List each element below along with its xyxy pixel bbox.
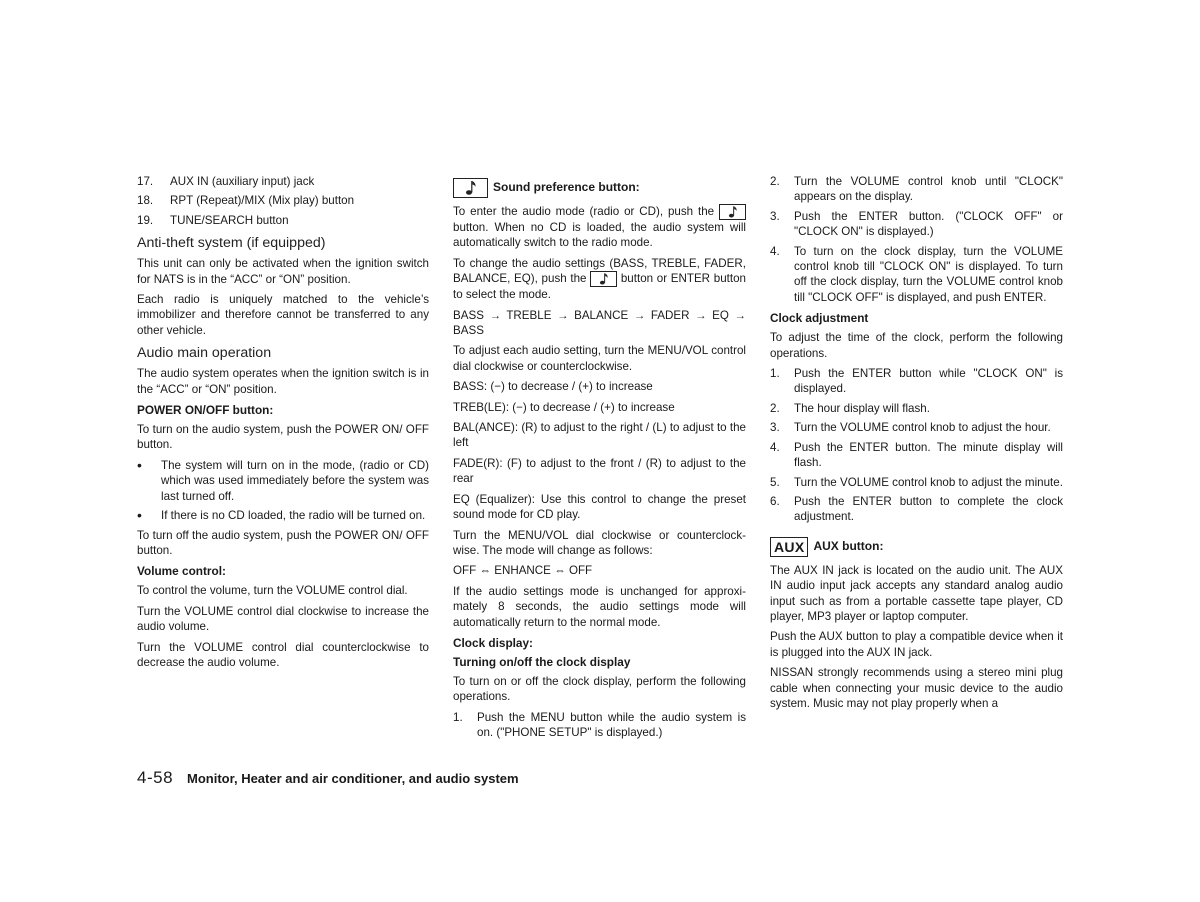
treble-setting: TREB(LE): (−) to decrease / (+) to increase — [453, 400, 675, 414]
eq-setting: EQ (Equalizer): Use this control to change the preset sound mode for CD play. — [453, 492, 746, 522]
list-item: 6. Push the ENTER button to complete the clock adjustment. — [770, 494, 1063, 524]
list-item: 1. Push the ENTER button while "CLOCK ON" is displayed. — [770, 367, 1063, 396]
paragraph: Each radio is uniquely matched to the vehicle’s immobilizer and therefore cannot be transferred to any other vehicle. — [137, 293, 429, 337]
list-item: 3. Push the ENTER button. ("CLOCK OFF" or "CLOCK ON" is displayed.) — [770, 209, 1063, 239]
mode-sequence: BASS → TREBLE → BALANCE → FADER → EQ → BASS — [453, 308, 746, 338]
paragraph: Turn the VOLUME control dial clockwise to increase the audio volume. — [137, 604, 429, 634]
paragraph: Push the AUX button to play a compatible device when it is plugged into the AUX IN jack. — [770, 630, 1063, 659]
list-item: 18. RPT (Repeat)/MIX (Mix play) button — [137, 194, 355, 208]
column-3 — [770, 174, 1063, 716]
aux-icon: AUX — [770, 537, 808, 557]
list-item: 3. Turn the VOLUME control knob to adjust the hour. — [770, 421, 1051, 435]
page-footer — [137, 768, 519, 788]
music-note-icon — [719, 204, 746, 220]
paragraph: This unit can only be activated when the ignition switch for NATS is in the “ACC” or “ON” position. — [137, 257, 429, 286]
paragraph: To turn on or off the clock display, perform the following operations. — [453, 674, 746, 704]
clock-adjustment-heading: Clock adjustment — [770, 311, 869, 326]
column-1 — [137, 174, 429, 675]
bullet-icon: • — [137, 507, 142, 524]
paragraph: If the audio settings mode is unchanged for approxi- mately 8 seconds, the audio settings mode will automatically return to the normal mode. — [453, 584, 746, 629]
list-item: 19. TUNE/SEARCH button — [137, 213, 289, 227]
chapter-title: Monitor, Heater and air conditioner, and audio system — [187, 771, 519, 786]
bullet-icon: • — [137, 456, 142, 473]
list-item: 2. The hour display will flash. — [770, 401, 930, 415]
paragraph: To control the volume, turn the VOLUME control dial. — [137, 584, 408, 598]
fader-setting: FADE(R): (F) to adjust to the front / (R) to adjust to the rear — [453, 456, 746, 486]
aux-button-heading: AUX AUX button: — [770, 537, 1063, 557]
bullet-item: • The system will turn on in the mode, (radio or CD) which was used immediately before the system was last turned off. — [137, 456, 429, 503]
clock-display-heading: Clock display: — [453, 635, 533, 650]
paragraph: To adjust the time of the clock, perform the following operations. — [770, 331, 1063, 360]
column-2 — [453, 174, 746, 745]
paragraph: The AUX IN jack is located on the audio unit. The AUX IN audio input jack accepts any standard analog audio input such as from a portable cassette tape player, CD player, MP3 player or laptop computer. — [770, 563, 1063, 623]
paragraph: To turn on the audio system, push the POWER ON/ OFF button. — [137, 423, 429, 452]
bullet-item: • If there is no CD loaded, the radio will be turned on. — [137, 507, 426, 524]
paragraph: The audio system operates when the ignition switch is in the “ACC” or “ON” position. — [137, 367, 429, 396]
balance-setting: BAL(ANCE): (R) to adjust to the right / (L) to adjust to the left — [453, 421, 746, 450]
music-note-icon — [590, 271, 617, 287]
list-item: 5. Turn the VOLUME control knob to adjust the minute. — [770, 475, 1063, 489]
paragraph: To enter the audio mode (radio or CD), push the button. When no CD is loaded, the audio system will automatically switch to the radio mode. — [453, 205, 746, 250]
antitheft-heading: Anti-theft system (if equipped) — [137, 235, 326, 252]
list-item: 4. To turn on the clock display, turn the VOLUME control knob till "CLOCK ON" is displayed. To turn off the clock display, turn the VOLUME control knob till "CLOCK OFF" is displayed, and push ENTER. — [770, 244, 1063, 304]
enhance-sequence: OFF ⇔ ENHANCE ⇔ OFF — [453, 564, 593, 578]
paragraph: To change the audio settings (BASS, TREBLE, FADER, BALANCE, EQ), push the button or ENTER button to select the mode. — [453, 256, 746, 302]
volume-heading: Volume control: — [137, 564, 226, 579]
list-item: 4. Push the ENTER button. The minute display will flash. — [770, 440, 1063, 470]
list-item: 2. Turn the VOLUME control knob until "CLOCK" appears on the display. — [770, 175, 1063, 204]
sound-preference-heading: Sound preference button: — [453, 178, 746, 198]
paragraph: NISSAN strongly recommends using a stereo mini plug cable when connecting your music device to the audio system. Music may not play properly when a — [770, 666, 1063, 710]
clock-display-subheading: Turning on/off the clock display — [453, 654, 631, 669]
paragraph: Turn the VOLUME control dial counterclockwise to decrease the audio volume. — [137, 640, 429, 669]
paragraph: To turn off the audio system, push the POWER ON/ OFF button. — [137, 528, 429, 557]
page-number: 4-58 — [137, 768, 174, 787]
paragraph: To adjust each audio setting, turn the MENU/VOL control dial clockwise or counterclockwise. — [453, 344, 746, 373]
list-item: 17. AUX IN (auxiliary input) jack — [137, 175, 315, 188]
audio-heading: Audio main operation — [137, 345, 272, 362]
music-note-icon — [453, 178, 488, 198]
paragraph: Turn the MENU/VOL dial clockwise or counterclock- wise. The mode will change as follows: — [453, 528, 746, 557]
bass-setting: BASS: (−) to decrease / (+) to increase — [453, 380, 653, 394]
list-item: 1. Push the MENU button while the audio system is on. ("PHONE SETUP" is displayed.) — [453, 710, 746, 740]
power-heading: POWER ON/OFF button: — [137, 403, 274, 418]
